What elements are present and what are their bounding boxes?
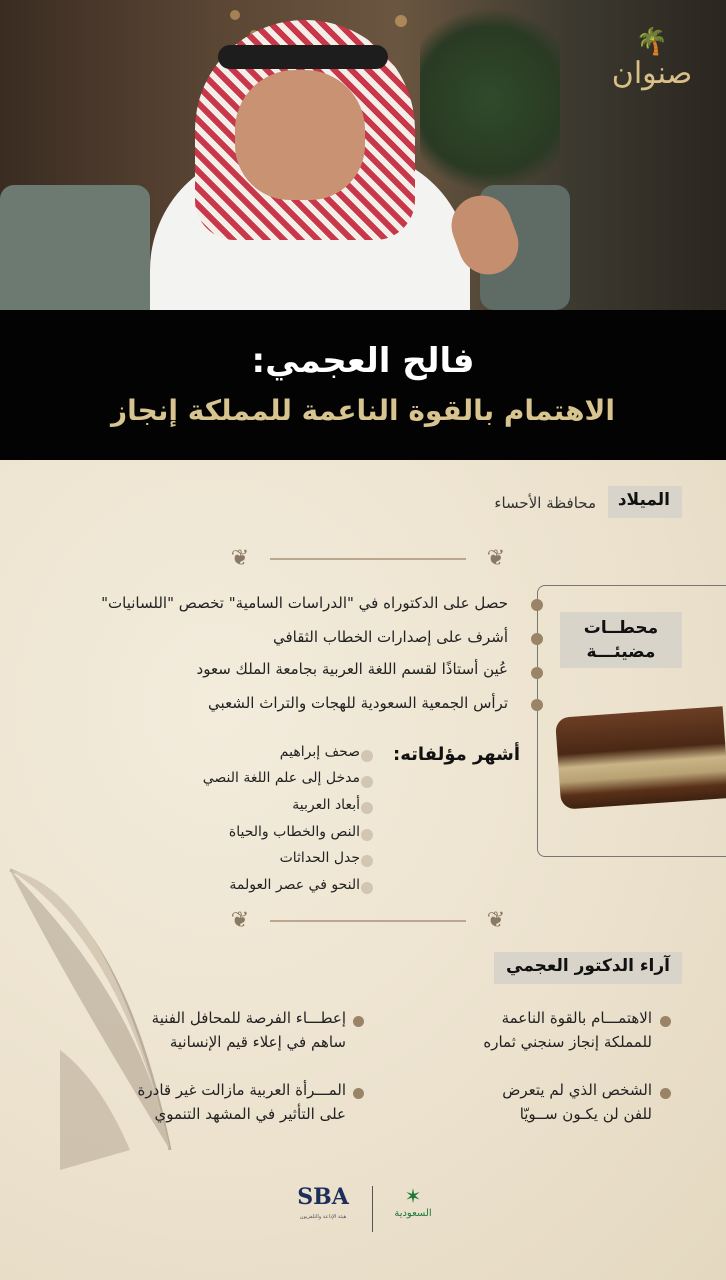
timeline-bullet (531, 667, 543, 679)
sinwan-logo (592, 28, 712, 108)
saudi-logo: ✶ السعودية (390, 1184, 436, 1234)
footer-logos (288, 1180, 438, 1240)
sba-subtitle: هيئة الإذاعة والتلفزيون (299, 1214, 347, 1220)
ornament-divider: ❦ ❦ (230, 546, 506, 571)
work-item: جدل الحداثات (279, 850, 360, 866)
birth-value: محافظة الأحساء (494, 494, 596, 512)
opinion-bullet (660, 1016, 671, 1027)
saudi-emblem-icon: ✶ (404, 1184, 422, 1208)
opinion-bullet (353, 1016, 364, 1027)
list-bullet (361, 750, 373, 762)
footer-divider (372, 1186, 373, 1232)
title-band (0, 310, 726, 460)
ornament-divider: ❦ ❦ (230, 908, 506, 933)
old-book-icon (555, 706, 726, 809)
work-item: النص والخطاب والحياة (228, 824, 360, 840)
opinion-item: المـــرأة العربية مازالت غير قادرة على التأثير في المشهد التنموي (137, 1081, 346, 1123)
opinion-item: إعطـــاء الفرصة للمحافل الفنية ساهم في إعلاء قيم الإنسانية (151, 1009, 346, 1051)
station-item: ترأس الجمعية السعودية للهجات والتراث الشعبي (208, 694, 508, 712)
station-item: عُين أستاذًا لقسم اللغة العربية بجامعة الملك سعود (196, 660, 508, 678)
opinion-bullet (353, 1088, 364, 1099)
work-item: صحف إبراهيم (279, 744, 360, 760)
work-item: أبعاد العربية (292, 797, 360, 813)
timeline-bullet (531, 599, 543, 611)
logo-text: صنوان (611, 56, 693, 91)
work-item: النحو في عصر العولمة (229, 877, 360, 893)
page-subtitle: الاهتمام بالقوة الناعمة للمملكة إنجاز (111, 394, 615, 427)
palm-tree-icon: 🌴 (635, 27, 669, 57)
list-bullet (361, 882, 373, 894)
stations-label: محطــات مضيئـــة (560, 612, 682, 668)
list-bullet (361, 855, 373, 867)
sba-logo: SBA (297, 1184, 349, 1210)
list-bullet (361, 829, 373, 841)
opinion-bullet (660, 1088, 671, 1099)
timeline-bullet (531, 699, 543, 711)
list-bullet (361, 802, 373, 814)
opinion-item: الاهتمـــام بالقوة الناعمة للمملكة إنجاز سنجني ثماره (483, 1009, 652, 1051)
page-title: فالح العجمي: (251, 341, 475, 381)
station-item: حصل على الدكتوراه في "الدراسات السامية" تخصص "اللسانيات" (101, 594, 508, 612)
opinions-label: آراء الدكتور العجمي (494, 952, 682, 984)
opinion-item: الشخص الذي لم يتعرض للفن لن يكـون ســويّا (502, 1081, 652, 1123)
work-item: مدخل إلى علم اللغة النصي (202, 770, 360, 786)
timeline-bullet (531, 633, 543, 645)
birth-label: الميلاد (608, 486, 682, 518)
station-item: أشرف على إصدارات الخطاب الثقافي (272, 628, 508, 646)
works-title: أشهر مؤلفاته: (393, 744, 520, 765)
list-bullet (361, 776, 373, 788)
